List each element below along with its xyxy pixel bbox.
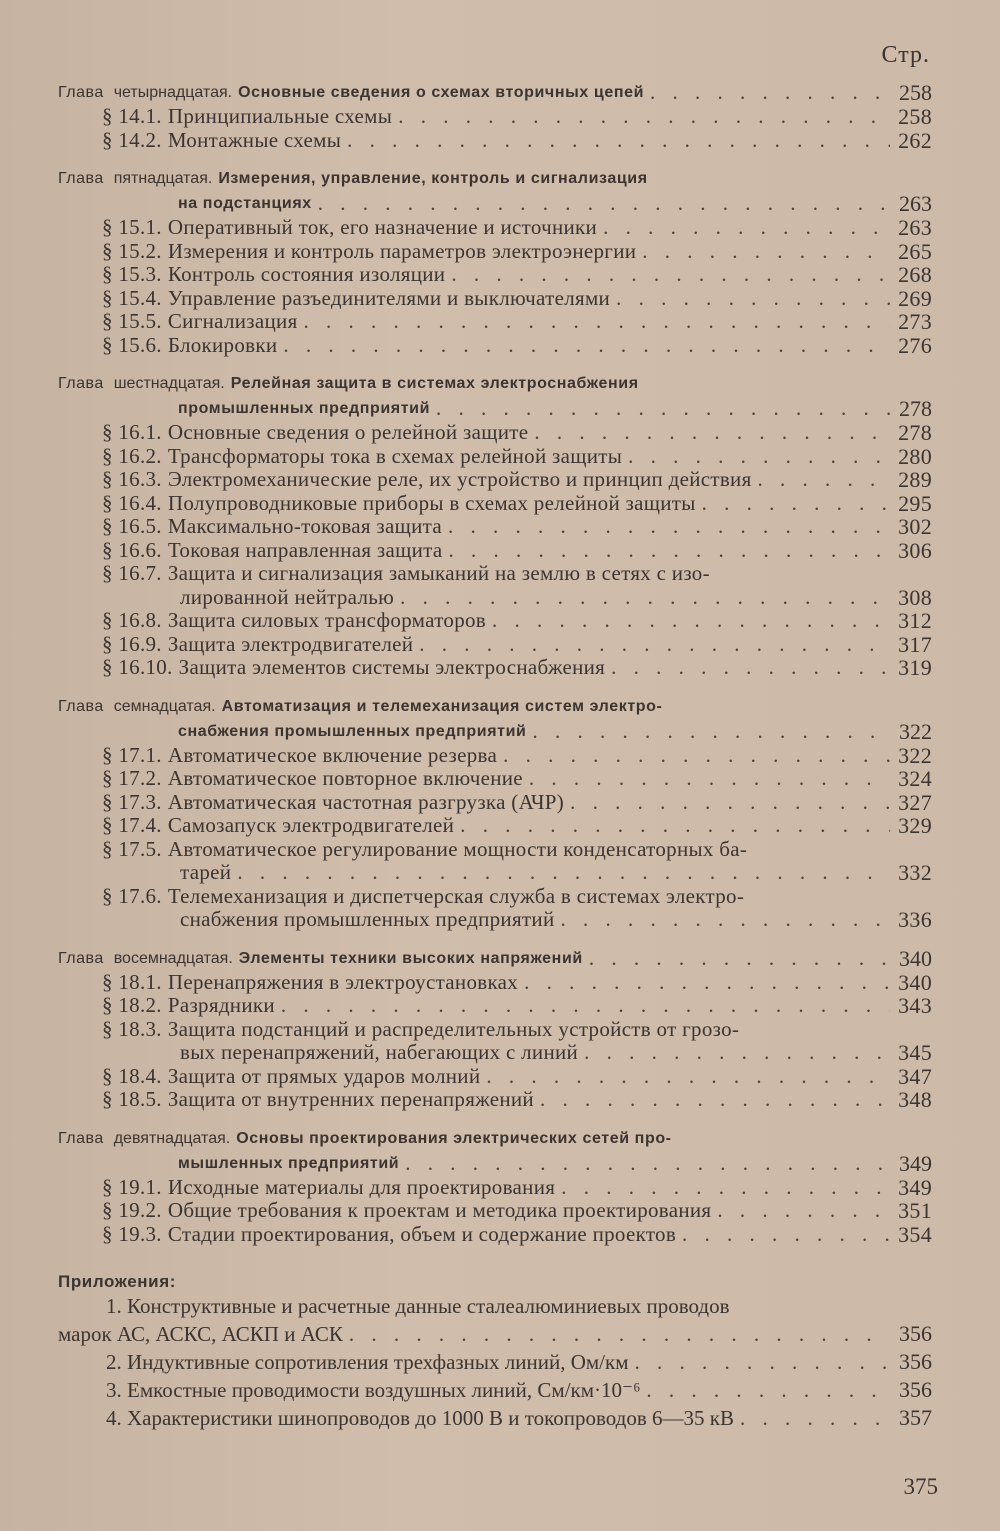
section-number: § 18.5. bbox=[102, 1087, 162, 1111]
section-line bbox=[58, 539, 932, 563]
section-title: Оперативный ток, его назначение и источники bbox=[167, 215, 598, 239]
section-line bbox=[58, 656, 932, 680]
leader-dots bbox=[702, 492, 890, 516]
leader-dots bbox=[642, 240, 890, 264]
leader-dots bbox=[405, 1151, 890, 1176]
leader-dots bbox=[419, 633, 890, 657]
chapter-title: Релейная защита в системах электроснабжения bbox=[230, 375, 639, 392]
leader-dots bbox=[717, 1199, 890, 1223]
section-page: 262 bbox=[898, 127, 932, 153]
section-line bbox=[58, 1018, 932, 1042]
chapter-title-line bbox=[58, 371, 932, 396]
chapter-page: 278 bbox=[899, 396, 932, 421]
leader-dots bbox=[740, 1404, 890, 1432]
leader-dots bbox=[650, 80, 890, 105]
section-page: 354 bbox=[898, 1221, 932, 1247]
leader-dots bbox=[304, 310, 890, 334]
chapter-title: мышленных предприятий bbox=[178, 1154, 400, 1172]
leader-dots bbox=[349, 1320, 890, 1348]
section-title: Трансформаторы тока в схемах релейной защиты bbox=[167, 443, 623, 468]
section-title: Токовая направленная защита bbox=[167, 537, 443, 562]
leader-dots bbox=[281, 994, 890, 1018]
section-line bbox=[58, 791, 932, 815]
section-page: 276 bbox=[898, 332, 932, 358]
section-line bbox=[58, 1199, 932, 1223]
leader-dots bbox=[448, 539, 890, 563]
section-title: Блокировки bbox=[167, 332, 278, 357]
section-page: 343 bbox=[898, 993, 932, 1018]
section-line bbox=[58, 105, 932, 129]
section-title: Разрядники bbox=[167, 993, 275, 1017]
chapter-word: Глава bbox=[58, 375, 104, 392]
chapter-block bbox=[58, 80, 932, 152]
section-page: 263 bbox=[898, 215, 932, 240]
leader-dots bbox=[561, 1176, 890, 1200]
section-number: § 19.3. bbox=[102, 1221, 162, 1246]
chapter-title: Основные сведения о схемах вторичных цепей bbox=[238, 84, 645, 101]
section-title: Защита подстанций и распределительных устройств от грозо- bbox=[167, 1016, 740, 1041]
section-title: Принципиальные схемы bbox=[167, 104, 393, 128]
chapter-ordinal: семнадцатая. bbox=[113, 697, 216, 715]
page-number: 375 bbox=[903, 1474, 938, 1499]
leader-dots bbox=[400, 586, 890, 610]
section-title: Автоматическая частотная разгрузка (АЧР) bbox=[167, 789, 565, 814]
section-line bbox=[58, 971, 932, 995]
chapter-title-line bbox=[58, 719, 932, 744]
section-line bbox=[58, 1223, 932, 1247]
appendix-line bbox=[58, 1320, 932, 1348]
section-number: § 19.1. bbox=[102, 1174, 162, 1199]
section-title: Электромеханические реле, их устройство и принцип действия bbox=[167, 467, 752, 491]
appendix-item-title: 2. Индуктивные сопротивления трехфазных линий, Ом/км bbox=[106, 1350, 629, 1374]
section-number: § 15.2. bbox=[102, 238, 162, 263]
leader-dots bbox=[532, 719, 890, 744]
leader-dots bbox=[611, 656, 890, 680]
chapter-title-line bbox=[58, 946, 932, 971]
section-number: § 16.8. bbox=[102, 608, 162, 632]
section-title: Телемеханизация и диспетчерская служба в системах электро- bbox=[167, 883, 745, 908]
section-page: 258 bbox=[898, 104, 932, 129]
section-number: § 18.4. bbox=[102, 1063, 162, 1088]
chapter-page: 349 bbox=[899, 1150, 932, 1176]
section-title: Общие требования к проектам и методика проектирования bbox=[167, 1198, 712, 1222]
section-number: § 15.3. bbox=[102, 262, 162, 286]
section-number: § 16.10. bbox=[102, 655, 173, 679]
appendix-line bbox=[58, 1404, 932, 1432]
appendix-line bbox=[58, 1292, 932, 1320]
section-number: § 15.4. bbox=[102, 285, 162, 310]
section-line bbox=[58, 310, 932, 334]
section-number: § 15.6. bbox=[102, 332, 162, 357]
chapter-title: на подстанциях bbox=[178, 195, 312, 212]
section-page: 312 bbox=[898, 608, 932, 633]
appendix-heading: Приложения: bbox=[58, 1272, 176, 1291]
section-number: § 16.2. bbox=[102, 443, 162, 468]
section-page: 268 bbox=[898, 262, 932, 287]
leader-dots bbox=[534, 421, 890, 445]
chapter-title: Автоматизация и телемеханизация систем электро- bbox=[221, 697, 663, 715]
section-line bbox=[58, 216, 932, 240]
leader-dots bbox=[635, 1348, 891, 1376]
section-title: лированной нейтралью bbox=[180, 584, 395, 609]
section-title: Защита от прямых ударов молний bbox=[167, 1063, 481, 1088]
chapter-title-line bbox=[58, 166, 932, 191]
chapter-title: снабжения промышленных предприятий bbox=[178, 722, 527, 740]
page-column-label: Стр. bbox=[881, 42, 930, 68]
appendix-item-title: марок АС, АСКС, АСКП и АСК bbox=[58, 1322, 343, 1346]
section-number: § 16.5. bbox=[102, 514, 162, 538]
section-title: Автоматическое регулирование мощности конденсаторных ба- bbox=[167, 836, 748, 861]
section-page: 269 bbox=[898, 285, 932, 311]
section-number: § 16.6. bbox=[102, 537, 162, 562]
section-line bbox=[58, 1176, 932, 1200]
section-title: Защита силовых трансформаторов bbox=[167, 608, 487, 632]
chapter-page: 258 bbox=[899, 80, 932, 105]
section-page: 302 bbox=[898, 514, 932, 539]
section-page: 347 bbox=[898, 1063, 932, 1089]
section-page: 280 bbox=[898, 443, 932, 469]
leader-dots bbox=[560, 908, 890, 932]
chapter-word: Глава bbox=[58, 949, 104, 967]
chapter-word: Глава bbox=[58, 1129, 104, 1147]
section-title: Контроль состояния изоляции bbox=[167, 262, 446, 286]
chapter-ordinal: восемнадцатая. bbox=[113, 949, 233, 967]
section-title: Самозапуск электродвигателей bbox=[167, 813, 455, 837]
section-number: § 17.4. bbox=[102, 813, 162, 837]
section-number: § 15.5. bbox=[102, 309, 162, 333]
section-page: 295 bbox=[898, 490, 932, 516]
chapter-block bbox=[58, 1126, 932, 1247]
chapter-title: промышленных предприятий bbox=[178, 400, 431, 417]
table-of-contents bbox=[58, 74, 932, 1432]
section-title: Монтажные схемы bbox=[167, 127, 342, 152]
section-line bbox=[58, 129, 932, 153]
section-title: Стадии проектирования, объем и содержание проектов bbox=[167, 1221, 677, 1246]
leader-dots bbox=[758, 468, 890, 492]
leader-dots bbox=[570, 791, 890, 815]
section-line bbox=[58, 263, 932, 287]
leader-dots bbox=[529, 767, 890, 791]
chapter-title: Измерения, управление, контроль и сигнализация bbox=[218, 170, 648, 187]
chapter-word: Глава bbox=[58, 697, 104, 715]
section-page: 340 bbox=[898, 969, 932, 995]
section-page: 336 bbox=[898, 907, 932, 932]
section-title: Автоматическое повторное включение bbox=[167, 766, 523, 790]
section-line bbox=[58, 838, 932, 862]
chapter-title-line bbox=[58, 694, 932, 719]
leader-dots bbox=[492, 609, 890, 633]
section-line bbox=[58, 240, 932, 264]
chapter-block bbox=[58, 371, 932, 680]
leader-dots bbox=[460, 814, 890, 838]
chapter-title-line bbox=[58, 191, 932, 216]
section-page: 348 bbox=[898, 1087, 932, 1112]
section-page: 317 bbox=[898, 631, 932, 657]
chapter-title-line bbox=[58, 1151, 932, 1176]
section-title: вых перенапряжений, набегающих с линий bbox=[180, 1040, 579, 1064]
section-number: § 19.2. bbox=[102, 1198, 162, 1222]
section-title: Защита электродвигателей bbox=[167, 631, 414, 656]
section-line bbox=[58, 287, 932, 311]
leader-dots bbox=[682, 1223, 890, 1247]
section-line bbox=[58, 908, 932, 932]
leader-dots bbox=[646, 1376, 890, 1404]
section-page: 306 bbox=[898, 537, 932, 563]
section-page: 289 bbox=[898, 467, 932, 492]
section-line bbox=[58, 861, 932, 885]
section-page: 273 bbox=[898, 309, 932, 334]
chapter-word: Глава bbox=[58, 170, 104, 187]
section-title: Максимально-токовая защита bbox=[167, 514, 443, 538]
section-title: Сигнализация bbox=[167, 309, 298, 333]
leader-dots bbox=[237, 861, 890, 885]
section-line bbox=[58, 421, 932, 445]
section-title: Автоматическое включение резерва bbox=[167, 742, 498, 767]
chapter-title-line bbox=[58, 396, 932, 421]
chapter-word: Глава bbox=[58, 84, 104, 101]
section-number: § 16.9. bbox=[102, 631, 162, 656]
appendix-item-title: 1. Конструктивные и расчетные данные сталеалюминиевых проводов bbox=[106, 1294, 730, 1318]
appendix-line bbox=[58, 1376, 932, 1404]
section-line bbox=[58, 885, 932, 909]
section-number: § 16.1. bbox=[102, 420, 162, 444]
leader-dots bbox=[318, 191, 890, 216]
chapter-title: Основы проектирования электрических сетей про- bbox=[236, 1129, 672, 1147]
chapter-ordinal: шестнадцатая. bbox=[113, 375, 225, 392]
section-number: § 16.4. bbox=[102, 490, 162, 515]
section-page: 319 bbox=[898, 655, 932, 680]
chapter-ordinal: пятнадцатая. bbox=[113, 170, 213, 187]
leader-dots bbox=[347, 129, 890, 153]
section-line bbox=[58, 492, 932, 516]
section-number: § 16.7. bbox=[102, 561, 162, 585]
section-page: 349 bbox=[898, 1174, 932, 1200]
section-page: 329 bbox=[898, 813, 932, 838]
appendix-item-title: 4. Характеристики шинопроводов до 1000 В и токопроводов 6—35 кВ bbox=[106, 1406, 734, 1430]
section-line bbox=[58, 468, 932, 492]
appendix-page: 356 bbox=[899, 1349, 932, 1374]
section-number: § 14.2. bbox=[102, 127, 162, 152]
section-number: § 17.1. bbox=[102, 742, 162, 767]
chapter-block bbox=[58, 694, 932, 932]
section-line bbox=[58, 1065, 932, 1089]
chapter-block bbox=[58, 946, 932, 1112]
section-page: 278 bbox=[898, 420, 932, 445]
section-page: 345 bbox=[898, 1040, 932, 1065]
leader-dots bbox=[448, 515, 890, 539]
section-number: § 16.3. bbox=[102, 467, 162, 491]
section-number: § 17.2. bbox=[102, 766, 162, 790]
leader-dots bbox=[436, 396, 890, 421]
section-page: 327 bbox=[898, 789, 932, 815]
section-line bbox=[58, 562, 932, 586]
chapter-page: 340 bbox=[899, 945, 932, 971]
section-line bbox=[58, 1088, 932, 1112]
section-title: Основные сведения о релейной защите bbox=[167, 420, 529, 444]
leader-dots bbox=[628, 445, 890, 469]
section-number: § 17.5. bbox=[102, 836, 162, 861]
appendix-page: 357 bbox=[899, 1405, 932, 1430]
section-page: 351 bbox=[898, 1198, 932, 1223]
appendix-line bbox=[58, 1348, 932, 1376]
section-line bbox=[58, 1041, 932, 1065]
section-number: § 15.1. bbox=[102, 215, 162, 239]
chapter-ordinal: четырнадцатая. bbox=[113, 84, 233, 101]
chapter-title: Элементы техники высоких напряжений bbox=[238, 949, 583, 967]
chapter-page: 322 bbox=[899, 718, 932, 744]
chapter-block bbox=[58, 166, 932, 357]
leader-dots bbox=[616, 287, 890, 311]
section-line bbox=[58, 334, 932, 358]
leader-dots bbox=[398, 105, 890, 129]
section-line bbox=[58, 744, 932, 768]
chapter-ordinal: девятнадцатая. bbox=[113, 1129, 231, 1147]
section-line bbox=[58, 586, 932, 610]
section-title: Защита и сигнализация замыканий на землю в сетях с изо- bbox=[167, 561, 710, 585]
chapter-page: 263 bbox=[899, 191, 932, 216]
section-title: Перенапряжения в электроустановках bbox=[167, 969, 519, 994]
section-line bbox=[58, 445, 932, 469]
section-number: § 18.3. bbox=[102, 1016, 162, 1041]
leader-dots bbox=[603, 216, 890, 240]
section-title: Защита от внутренних перенапряжений bbox=[167, 1087, 534, 1111]
section-title: снабжения промышленных предприятий bbox=[180, 907, 555, 931]
appendix-page: 356 bbox=[899, 1321, 932, 1346]
leader-dots bbox=[451, 263, 890, 287]
section-number: § 17.6. bbox=[102, 883, 162, 908]
section-line bbox=[58, 609, 932, 633]
leader-dots bbox=[589, 946, 890, 971]
leader-dots bbox=[584, 1041, 890, 1065]
section-page: 324 bbox=[898, 766, 932, 791]
section-page: 308 bbox=[898, 584, 932, 610]
section-page: 332 bbox=[898, 860, 932, 885]
section-line bbox=[58, 814, 932, 838]
section-number: § 17.3. bbox=[102, 789, 162, 814]
appendix-item-title: 3. Емкостные проводимости воздушных линий, См/км·10⁻⁶ bbox=[106, 1378, 641, 1402]
leader-dots bbox=[524, 971, 890, 995]
leader-dots bbox=[486, 1065, 890, 1089]
section-page: 322 bbox=[898, 742, 932, 768]
leader-dots bbox=[503, 744, 890, 768]
section-line bbox=[58, 994, 932, 1018]
chapter-title-line bbox=[58, 1126, 932, 1151]
section-line bbox=[58, 633, 932, 657]
section-title: Исходные материалы для проектирования bbox=[167, 1174, 556, 1199]
section-title: Защита элементов системы электроснабжения bbox=[178, 655, 606, 679]
chapter-title-line bbox=[58, 80, 932, 105]
section-line bbox=[58, 515, 932, 539]
section-number: § 14.1. bbox=[102, 104, 162, 128]
leader-dots bbox=[540, 1088, 890, 1112]
section-number: § 18.1. bbox=[102, 969, 162, 994]
appendix-page: 356 bbox=[899, 1377, 932, 1402]
section-line bbox=[58, 767, 932, 791]
section-number: § 18.2. bbox=[102, 993, 162, 1017]
section-title: тарей bbox=[180, 860, 232, 884]
section-title: Управление разъединителями и выключателями bbox=[167, 285, 611, 310]
leader-dots bbox=[283, 334, 890, 358]
section-page: 265 bbox=[898, 238, 932, 264]
section-title: Полупроводниковые приборы в схемах релейной защиты bbox=[167, 490, 696, 515]
section-title: Измерения и контроль параметров электроэнергии bbox=[167, 238, 637, 263]
